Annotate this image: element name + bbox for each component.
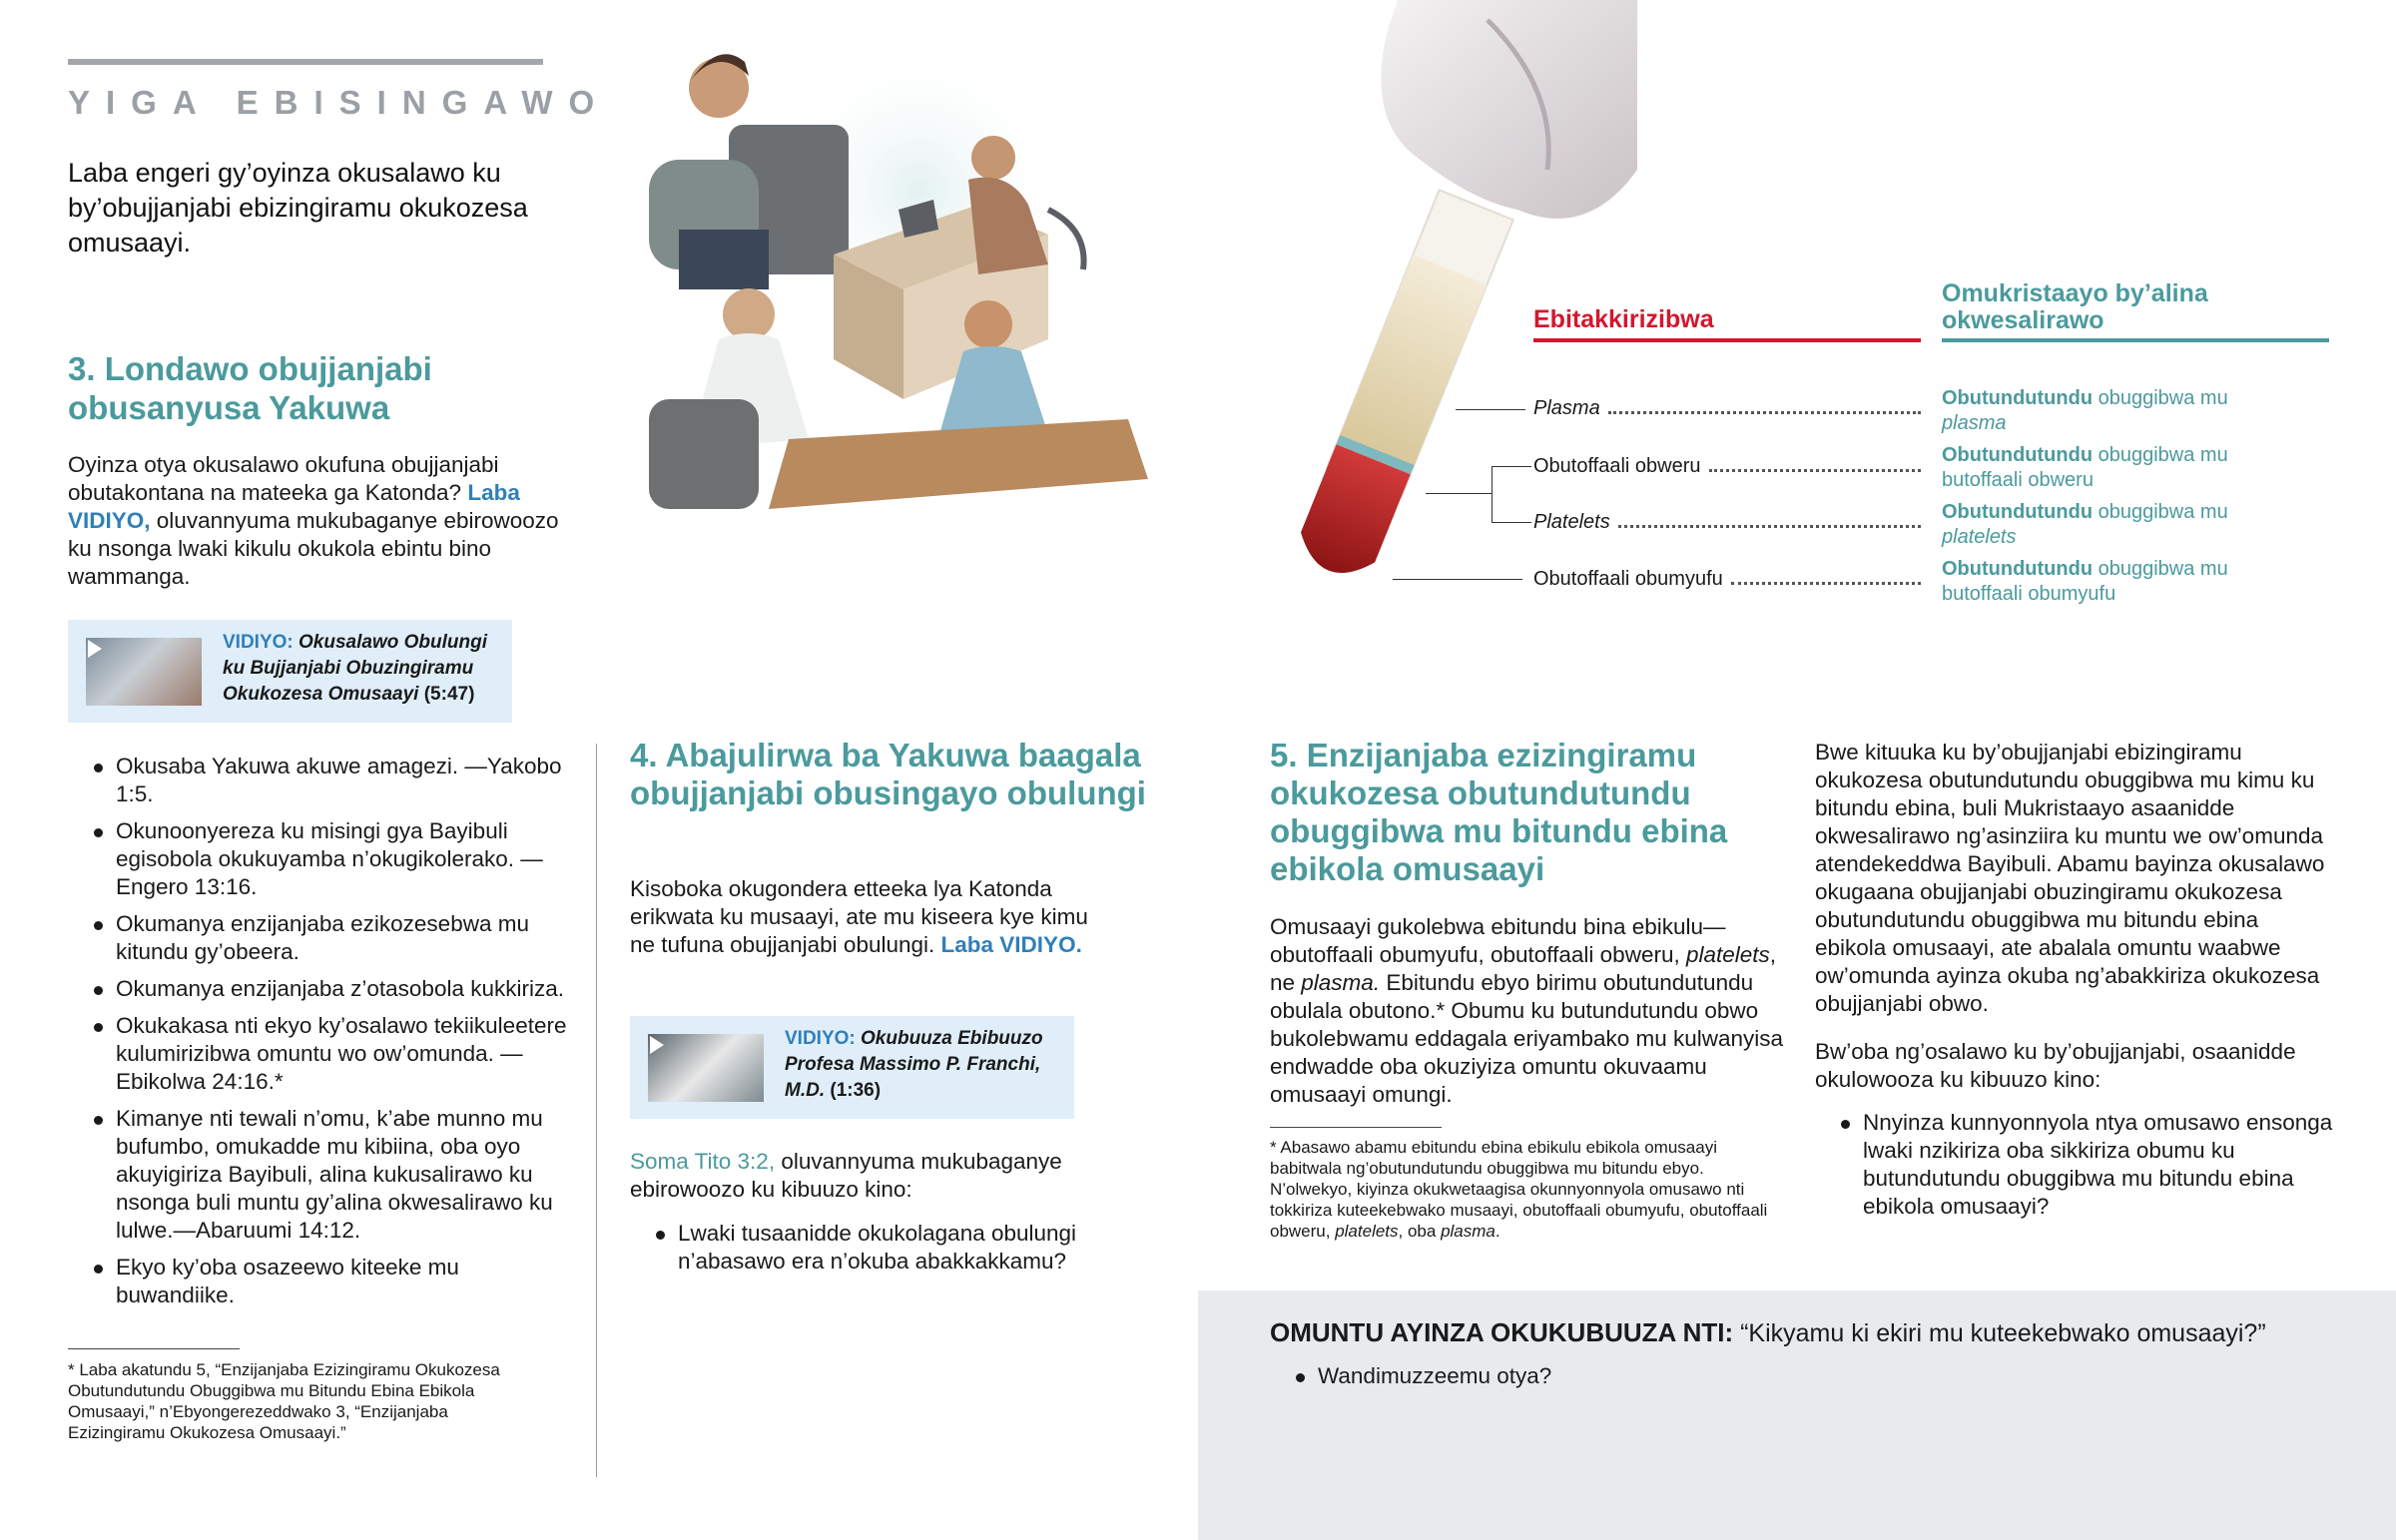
doctor-consultation-illustration [609,40,1168,739]
ask-question: “Kikyamu ki ekiri mu kuteekebwako omusaayi?” [1740,1319,2266,1347]
list-item: Okukakasa nti ekyo ky’osalawo tekiikuleetere kulumirizibwa omuntu wo ow’omunda. —Ebikolwa 24:16.* [68,1012,567,1096]
component-term: platelets [1942,526,2017,548]
column-divider [596,744,597,1477]
play-icon [88,640,102,658]
ask-label: OMUNTU AYINZA OKUKUBUUZA NTI: [1270,1317,1734,1347]
fraction-term: Obutundutundu [1942,444,2094,466]
fraction-term: Obutundutundu [1942,501,2094,523]
list-item: Okusaba Yakuwa akuwe amagezi. —Yakobo 1:5. [68,753,567,808]
footnote-rule [68,1348,240,1349]
paragraph-decision: Bwe kituuka ku by’obujjanjabi ebizingiramu okukozesa obutundutundu obuggibwa mu kimu ku bitundu ebina, buli Mukristaayo asaanidde okwesalirawo ng’asinziira ku muntu we ow’omunda atendekeddwa Bayibuli. Abamu bayinza okusalawo okugaana obujjanjabi obuzingiramu okukozesa obutundutundu obuggibwa mu bitundu ebina ebikola omusaayi, ate abalala omuntu waabwe ow’omunda ayinza okuba ng’abakkiriza okukozesa obujjanjabi obwo. [1815,740,2325,1016]
steps-list [68,753,567,1318]
paragraph-point-4 [630,875,1099,959]
table-row-label [1533,566,1921,592]
term-platelets: platelets [1685,942,1770,967]
dot-leader [1608,395,1921,414]
footnote-text: , oba [1398,1222,1442,1241]
table-row-value [1942,500,2241,550]
component-term: plasma [1942,412,2007,434]
scripture-link[interactable]: Soma Tito 3:2, [630,1149,776,1174]
component-term: butoffaali obumyufu [1942,583,2116,605]
paragraph-point-3 [68,451,587,591]
question-list [630,1220,1129,1284]
table-row-value [1942,557,2241,607]
footnote-text: . [1495,1222,1500,1241]
fraction-term: Obutundutundu [1942,387,2094,409]
footnote-rule [1270,1127,1442,1128]
video-link[interactable]: Laba VIDIYO. [940,932,1082,957]
list-item: Wandimuzzeemu otya? [1270,1362,2168,1390]
component-name: Obutoffaali obweru [1533,455,1701,477]
video-box-1[interactable] [68,620,512,723]
fraction-text: obuggibwa mu [2093,444,2228,466]
section-kicker: YIGA EBISINGAWO [68,84,611,121]
paragraph-text: Kisoboka okugondera etteeka lya Katonda erikwata ku musaayi, ate mu kiseera kye kimu ne tufuna obujjanjabi obulungi. [630,876,1088,957]
term-plasma: plasma. [1301,970,1381,995]
term-plasma: plasma [1441,1222,1496,1241]
footnote-2 [1270,1137,1769,1242]
video-thumbnail[interactable] [648,1034,764,1102]
leader-line-plasma [1456,409,1525,410]
fraction-text: obuggibwa mu [2093,501,2228,523]
paragraph-text: oluvannyuma mukubaganye ebirowoozo ku kibuuzo kino: [630,1149,1062,1202]
video-duration: (1:36) [830,1080,882,1101]
paragraph-text: Oyinza otya okusalawo okufuna obujjanjabi obutakontana na mateeka ga Katonda? [68,452,499,505]
heading-point-4: 4. Abajulirwa ba Yakuwa baagala obujjanjabi obusingayo obulungi [630,737,1146,811]
paragraph-text: Omusaayi gukolebwa ebitundu bina ebikulu—obutoffaali obumyufu, obutoffaali obweru, [1270,914,1726,967]
answer-list [1270,1362,2168,1399]
heading-point-5: 5. Enzijanjaba ezizingiramu okukozesa obutundutundu obuggibwa mu bitundu ebina ebikola omusaayi [1270,737,1728,887]
video-caption [223,630,502,708]
footnote-1: * Laba akatundu 5, “Enzijanjaba Ezizingiramu Okukozesa Obutundutundu Obuggibwa mu Bitundu Ebina Ebikola Omusaayi,” n’Ebyongerezeddwako 3, “Enzijanjaba Ezizingiramu Okukozesa Omusaayi.” [68,1360,500,1442]
video-label: VIDIYO: [223,632,294,653]
paragraph-text: , ne [1270,942,1777,995]
video-title: Okubuuza Ebibuuzo Profesa Massimo P. Franchi, M.D. [785,1028,1043,1101]
video-thumbnail[interactable] [86,638,202,706]
dot-leader [1731,566,1921,585]
paragraph-point-5 [1270,913,1789,1109]
list-item: Okumanya enzijanjaba z’otasobola kukkiriza. [68,975,567,1003]
heading-point-3: 3. Londawo obujjanjabi obusanyusa Yakuwa [68,350,432,426]
top-rule [68,59,543,65]
question-list [1815,1109,2334,1230]
not-accepted-header: Ebitakkirizibwa [1533,305,1921,342]
table-row-label [1533,509,1921,535]
table-row-label [1533,395,1921,421]
fraction-text: obuggibwa mu [2093,558,2228,580]
paragraph-text: Ebitundu ebyo birimu obutundutundu obulala obutono.* Obumu ku butundutundu obwo bukolebwamu eddagala eriyambako mu kulwanyisa endwadde oba okuziyiza omuntu okuvaamu omusaayi omungi. [1270,970,1784,1107]
fraction-term: Obutundutundu [1942,558,2094,580]
list-item: Okumanya enzijanjaba ezikozesebwa mu kitundu gy’obeera. [68,910,567,966]
leader-bracket [1492,466,1531,523]
list-item: Ekyo ky’oba osazeewo kiteeke mu buwandiike. [68,1254,567,1309]
component-term: butoffaali obweru [1942,469,2094,491]
table-row-value [1942,443,2241,493]
list-item: Kimanye nti tewali n’omu, k’abe munno mu bufumbo, omukadde mu kibiina, oba oyo akuyigiriza Bayibuli, alina kukusalirawo ku nsonga buli muntu gy’alina okwesalirawo ku lulwe.—Abaruumi 14:12. [68,1105,567,1245]
list-item: Nnyinza kunnyonnyola ntya omusawo ensonga lwaki nzikiriza oba sikkiriza obumu ku butundutundu obuggibwa mu bitundu ebina ebikola omusaayi? [1815,1109,2334,1221]
leader-line-red-cells [1393,579,1522,580]
fraction-text: obuggibwa mu [2093,387,2228,409]
intro-text: Laba engeri gy’oyinza okusalawo ku by’obujjanjabi ebizingiramu okukozesa omusaayi. [68,158,528,257]
list-item: Lwaki tusaanidde okukolagana obulungi n’abasawo era n’okuba abakkakkamu? [630,1220,1129,1276]
table-row-label [1533,453,1921,479]
table-row-value [1942,386,2241,436]
play-icon [650,1036,664,1054]
list-item: Okunoonyereza ku misingi gya Bayibuli egisobola okukuyamba n’okugikolerako. —Engero 13:16. [68,817,567,901]
video-duration: (5:47) [423,684,475,705]
video-link[interactable]: Laba VIDIYO, [68,480,520,533]
video-box-2[interactable] [630,1016,1074,1119]
someone-may-ask [1270,1316,2368,1349]
leader-line-white-cells [1426,493,1492,494]
someone-may-ask-panel [1198,1290,2396,1540]
paragraph-text: oluvannyuma mukubaganye ebirowoozo ku nsonga lwaki kikulu okukola ebintu bino wammanga. [68,508,559,589]
video-title: Okusalawo Obulungi ku Bujjanjabi Obuzingiramu Okukozesa Omusaayi [223,632,487,705]
dot-leader [1709,453,1921,472]
read-scripture-text [630,1148,1109,1204]
component-name: Platelets [1533,511,1610,533]
term-platelets: platelets [1335,1222,1399,1241]
component-name: Obutoffaali obumyufu [1533,568,1723,590]
personal-decision-header: Omukristaayo by’alina okwesalirawo [1942,280,2329,342]
dot-leader [1618,509,1921,528]
component-name: Plasma [1533,397,1600,419]
video-caption [785,1026,1064,1104]
footnote-text: * Abasawo abamu ebitundu ebina ebikulu ebikola omusaayi babitwala ng’obutundutundu obuggibwa mu bitundu ebyo. N’olwekyo, kiyinza okukwetaagisa okunnyonnyola omusawo nti tokkiriza kuteekebwako musaayi, obutoffaali obumyufu, obutoffaali obweru, [1270,1138,1768,1241]
paragraph-consider: Bw’oba ng’osalawo ku by’obujjanjabi, osaanidde okulowooza ku kibuuzo kino: [1815,1039,2296,1092]
video-label: VIDIYO: [785,1028,856,1049]
